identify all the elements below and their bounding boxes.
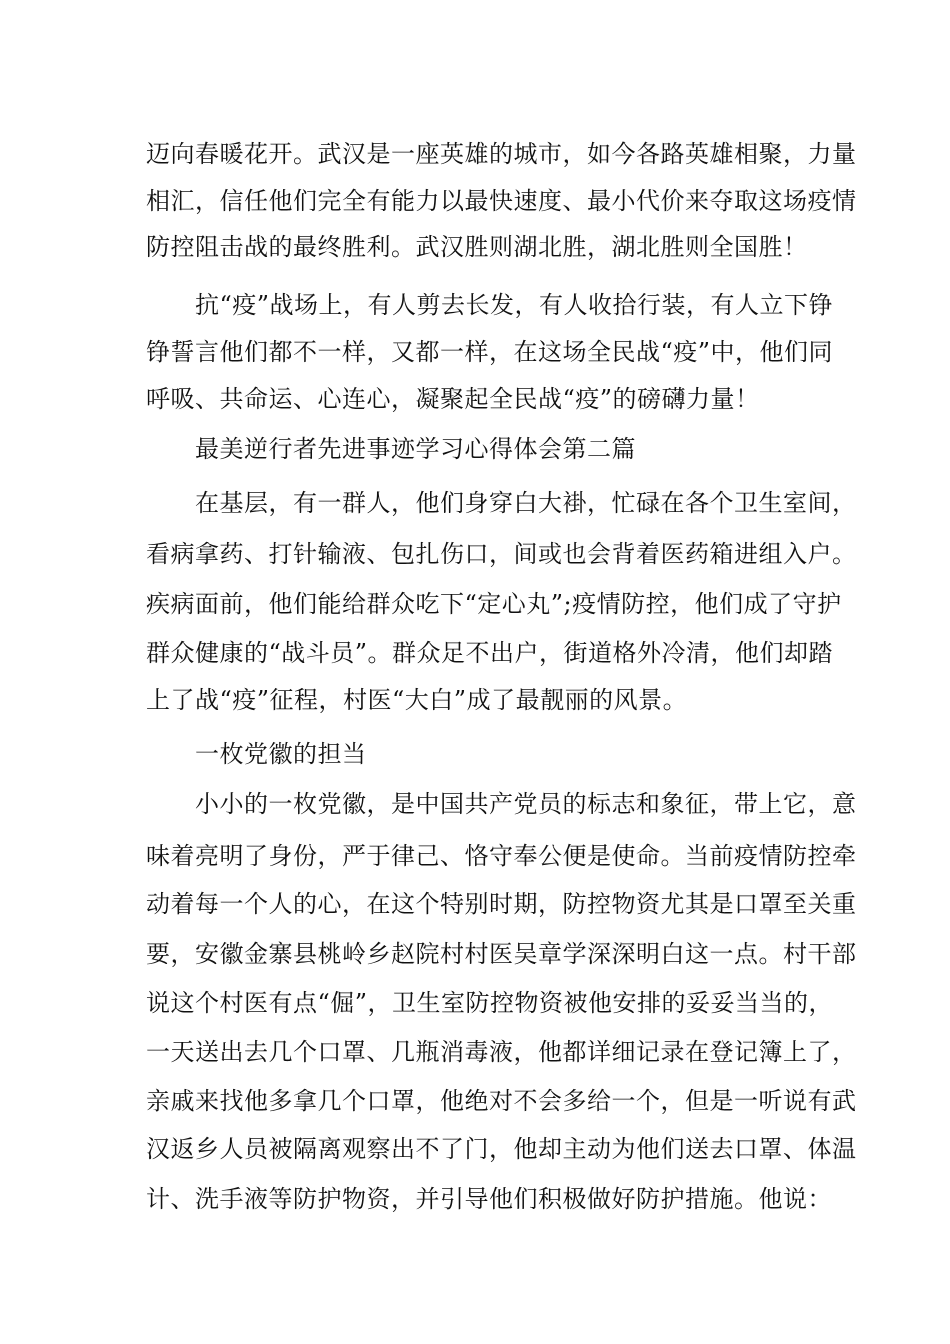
text-line: 迈向春暖花开。武汉是一座英雄的城市，如今各路英雄相聚，力量: [146, 140, 857, 168]
text-line: 上了战“疫”征程，村医“大白”成了最靓丽的风景。: [146, 686, 688, 714]
text-line: 抗“疫”战场上，有人剪去长发，有人收拾行装，有人立下铮: [195, 291, 834, 319]
text-line: 相汇，信任他们完全有能力以最快速度、最小代价来夺取这场疫情: [146, 187, 857, 215]
text-line: 疾病面前，他们能给群众吃下“定心丸”;疫情防控，他们成了守护: [146, 590, 842, 618]
text-line: 呼吸、共命运、心连心，凝聚起全民战“疫”的磅礴力量！: [146, 385, 760, 413]
text-line: 防控阻击战的最终胜利。武汉胜则湖北胜，湖北胜则全国胜！: [146, 233, 808, 261]
text-line: 亲戚来找他多拿几个口罩，他绝对不会多给一个，但是一听说有武: [146, 1087, 857, 1115]
text-line: 小小的一枚党徽，是中国共产党员的标志和象征，带上它，意: [195, 790, 857, 818]
text-line: 在基层，有一群人，他们身穿白大褂，忙碌在各个卫生室间，: [195, 489, 857, 517]
text-line: 说这个村医有点“倔”，卫生室防控物资被他安排的妥妥当当的，: [146, 989, 834, 1017]
text-line: 汉返乡人员被隔离观察出不了门，他却主动为他们送去口罩、体温: [146, 1135, 857, 1163]
text-line: 一天送出去几个口罩、几瓶消毒液，他都详细记录在登记簿上了，: [146, 1038, 857, 1066]
text-line: 计、洗手液等防护物资，并引导他们积极做好防护措施。他说：: [146, 1185, 832, 1213]
text-line: 味着亮明了身份，严于律己、恪守奉公便是使命。当前疫情防控牵: [146, 842, 857, 870]
text-line: 动着每一个人的心，在这个特别时期，防控物资尤其是口罩至关重: [146, 890, 857, 918]
text-line: 群众健康的“战斗员”。群众足不出户，街道格外冷清，他们却踏: [146, 639, 834, 667]
sub-heading: 一枚党徽的担当: [195, 740, 367, 768]
section-heading: 最美逆行者先进事迹学习心得体会第二篇: [195, 435, 636, 463]
text-line: 要，安徽金寨县桃岭乡赵院村村医吴章学深深明白这一点。村干部: [146, 940, 857, 968]
text-line: 铮誓言他们都不一样，又都一样，在这场全民战“疫”中，他们同: [146, 338, 834, 366]
text-line: 看病拿药、打针输液、包扎伤口，间或也会背着医药箱进组入户。: [146, 540, 857, 568]
